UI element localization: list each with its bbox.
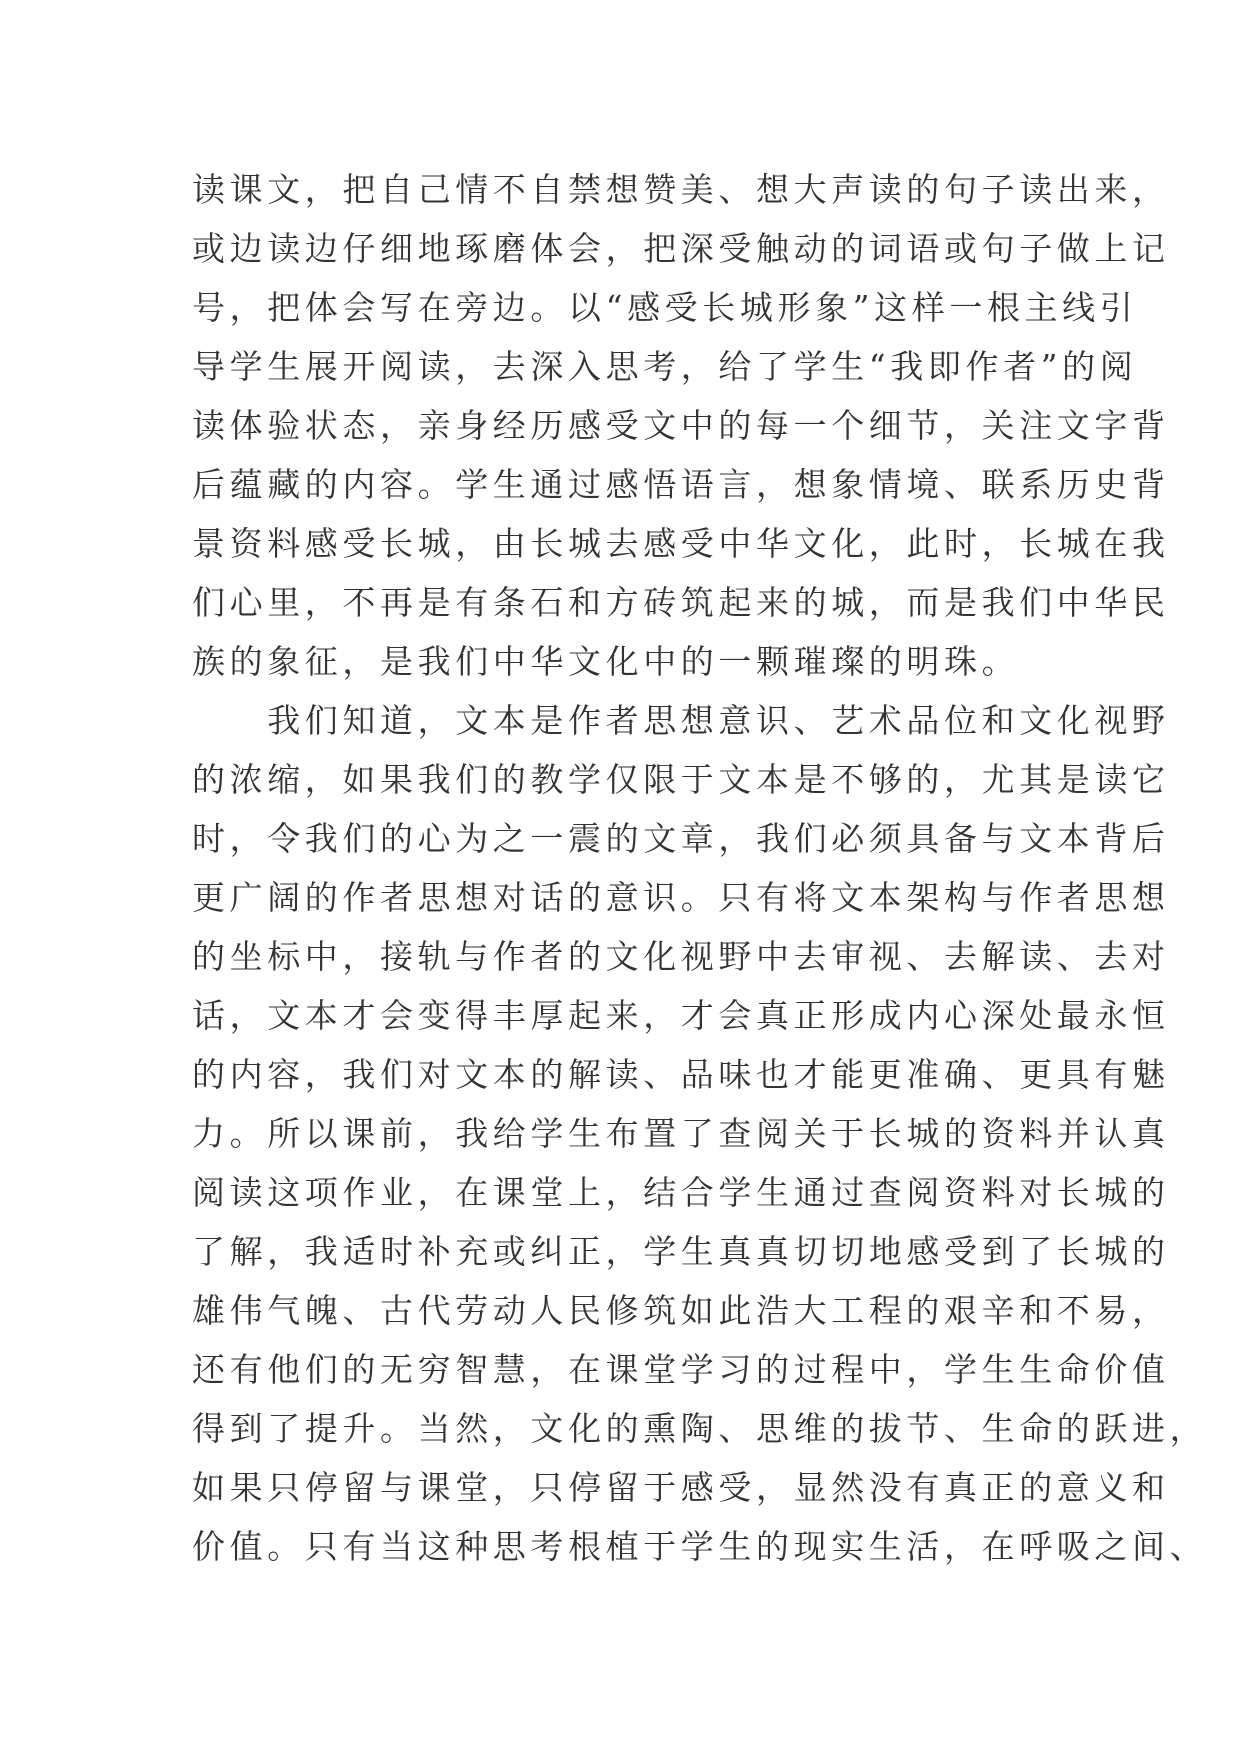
text-line: 得到了提升。当然，文化的熏陶、思维的拔节、生命的跃进， — [192, 1409, 1208, 1448]
text-line: 力。所以课前，我给学生布置了查阅关于长城的资料并认真 — [192, 1114, 1170, 1153]
body-text — [192, 160, 1208, 1576]
text-line: 雄伟气魄、古代劳动人民修筑如此浩大工程的艰辛和不易， — [192, 1291, 1170, 1330]
text-line: 后蕴藏的内容。学生通过感悟语言，想象情境、联系历史背 — [192, 465, 1170, 504]
text-line: 时，令我们的心为之一震的文章，我们必须具备与文本背后 — [192, 819, 1170, 858]
text-line: 族的象征，是我们中华文化中的一颗璀璨的明珠。 — [192, 642, 1020, 681]
text-line: 的坐标中，接轨与作者的文化视野中去审视、去解读、去对 — [192, 937, 1170, 976]
text-line: 读课文，把自己情不自禁想赞美、想大声读的句子读出来， — [192, 170, 1170, 209]
text-line: 或边读边仔细地琢磨体会，把深受触动的词语或句子做上记 — [192, 229, 1170, 268]
text-line: 还有他们的无穷智慧，在课堂学习的过程中，学生生命价值 — [192, 1350, 1170, 1389]
text-line: 景资料感受长城，由长城去感受中华文化，此时，长城在我 — [192, 524, 1170, 563]
text-line: 导学生展开阅读，去深入思考，给了学生“我即作者”的阅 — [192, 347, 1138, 386]
text-line: 的内容，我们对文本的解读、品味也才能更准确、更具有魅 — [192, 1055, 1170, 1094]
text-line: 阅读这项作业，在课堂上，结合学生通过查阅资料对长城的 — [192, 1173, 1170, 1212]
text-line: 话，文本才会变得丰厚起来，才会真正形成内心深处最永恒 — [192, 996, 1170, 1035]
text-line: 读体验状态，亲身经历感受文中的每一个细节，关注文字背 — [192, 406, 1170, 445]
text-line: 如果只停留与课堂，只停留于感受，显然没有真正的意义和 — [192, 1468, 1170, 1507]
text-line: 的浓缩，如果我们的教学仅限于文本是不够的，尤其是读它 — [192, 760, 1170, 799]
text-line: 了解，我适时补充或纠正，学生真真切切地感受到了长城的 — [192, 1232, 1170, 1271]
text-line: 价值。只有当这种思考根植于学生的现实生活，在呼吸之间、 — [192, 1527, 1208, 1566]
text-line: 号，把体会写在旁边。以“感受长城形象”这样一根主线引 — [192, 288, 1138, 327]
text-line: 们心里，不再是有条石和方砖筑起来的城，而是我们中华民 — [192, 583, 1170, 622]
text-line: 更广阔的作者思想对话的意识。只有将文本架构与作者思想 — [192, 878, 1170, 917]
text-line: 我们知道，文本是作者思想意识、艺术品位和文化视野 — [192, 701, 1170, 740]
